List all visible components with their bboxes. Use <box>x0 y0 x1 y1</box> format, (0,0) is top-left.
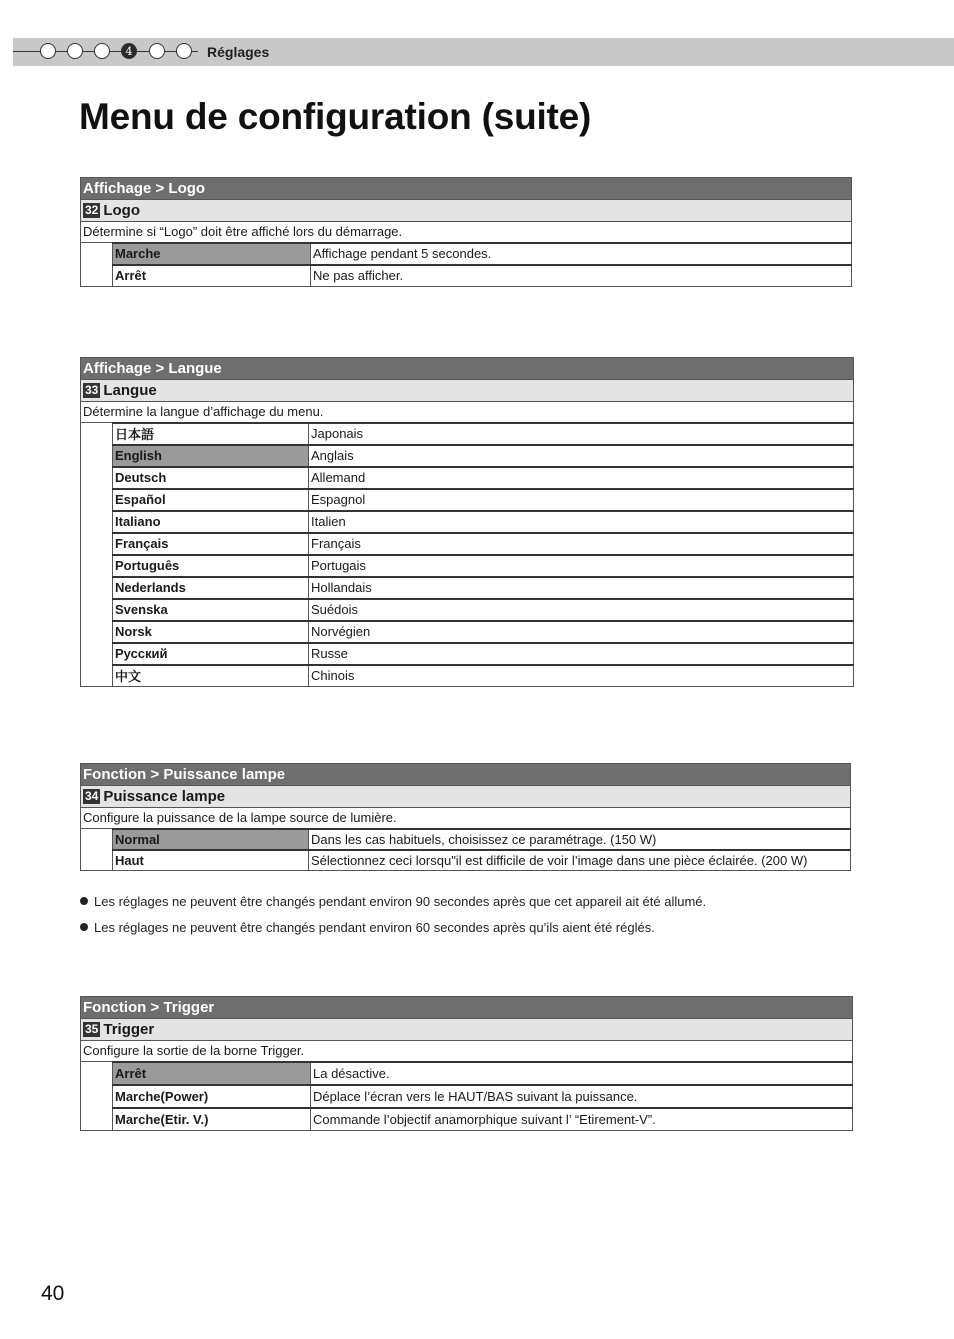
setting-number-badge: 34 <box>85 789 99 803</box>
option-label: Deutsch <box>113 467 309 489</box>
table-row <box>81 555 854 577</box>
indent-cell <box>81 445 113 467</box>
option-description: Italien <box>309 511 854 533</box>
step-circle-icon <box>67 43 83 59</box>
option-description: Français <box>309 533 854 555</box>
option-description: Sélectionnez ceci lorsqu"il est difficile de voir l’image dans une pièce éclairée. (200 W) <box>309 850 851 871</box>
setting-title: Puissance lampe <box>103 788 226 805</box>
table-row <box>81 621 854 643</box>
table-row <box>81 243 852 265</box>
option-description: La désactive. <box>311 1062 853 1085</box>
option-label: Español <box>113 489 309 511</box>
option-description: Portugais <box>309 555 854 577</box>
option-description: Hollandais <box>309 577 854 599</box>
table-row <box>81 467 854 489</box>
indent-cell <box>81 621 113 643</box>
indent-cell <box>81 1108 113 1131</box>
setting-name <box>81 200 852 222</box>
chapter-bar <box>13 38 954 66</box>
settings-table-langue <box>80 357 854 687</box>
step-circle-icon <box>176 43 192 59</box>
option-label: Arrêt <box>113 265 311 287</box>
option-description: Dans les cas habituels, choisissez ce paramétrage. (150 W) <box>309 829 851 850</box>
table-row <box>81 265 852 287</box>
option-label: 中文 <box>113 665 309 687</box>
indent-cell <box>81 1085 113 1108</box>
option-description: Allemand <box>309 467 854 489</box>
notes <box>80 893 706 945</box>
setting-title: Langue <box>103 382 157 399</box>
indent-cell <box>81 829 113 850</box>
table-row <box>81 1108 853 1131</box>
settings-table-logo <box>80 177 852 287</box>
indent-cell <box>81 511 113 533</box>
option-description: Anglais <box>309 445 854 467</box>
indent-cell <box>81 850 113 871</box>
setting-description: Détermine si “Logo” doit être affiché lors du démarrage. <box>81 222 852 243</box>
option-label: Marche <box>113 243 311 265</box>
table-row <box>81 1062 853 1085</box>
setting-title: Logo <box>103 202 141 219</box>
option-label: Русский <box>113 643 309 665</box>
option-description: Russe <box>309 643 854 665</box>
indent-cell <box>81 533 113 555</box>
table-row <box>81 577 854 599</box>
step-circle-icon <box>149 43 165 59</box>
option-description: Norvégien <box>309 621 854 643</box>
setting-number-badge: 33 <box>85 383 99 397</box>
note-text: Les réglages ne peuvent être changés pendant environ 60 secondes après qu’ils aient été réglés. <box>94 920 655 935</box>
table-heading: Fonction > Trigger <box>81 997 853 1019</box>
table-row <box>81 829 851 850</box>
step-circle-icon <box>94 43 110 59</box>
option-label: Français <box>113 533 309 555</box>
note-text: Les réglages ne peuvent être changés pendant environ 90 secondes après que cet appareil ait été allumé. <box>94 894 707 909</box>
table-row <box>81 643 854 665</box>
table-row <box>81 599 854 621</box>
option-label: Marche(Etir. V.) <box>113 1108 311 1131</box>
setting-description: Détermine la langue d’affichage du menu. <box>81 402 854 423</box>
option-description: Ne pas afficher. <box>311 265 852 287</box>
table-row <box>81 489 854 511</box>
setting-name <box>81 380 854 402</box>
option-label: Svenska <box>113 599 309 621</box>
indent-cell <box>81 467 113 489</box>
option-label: 日本語 <box>113 423 309 445</box>
table-row <box>81 445 854 467</box>
settings-table-puissance-lampe <box>80 763 851 871</box>
table-heading: Affichage > Logo <box>81 178 852 200</box>
option-description: Japonais <box>309 423 854 445</box>
table-row <box>81 511 854 533</box>
option-label: Haut <box>113 850 309 871</box>
option-description: Affichage pendant 5 secondes. <box>311 243 852 265</box>
setting-name <box>81 1019 853 1041</box>
table-row <box>81 423 854 445</box>
setting-number-badge: 32 <box>85 203 99 217</box>
table-row <box>81 533 854 555</box>
indent-cell <box>81 555 113 577</box>
note-item <box>80 893 706 919</box>
option-description: Déplace l’écran vers le HAUT/BAS suivant la puissance. <box>311 1085 853 1108</box>
indent-cell <box>81 243 113 265</box>
indent-cell <box>81 1062 113 1085</box>
table-row <box>81 665 854 687</box>
table-row <box>81 1085 853 1108</box>
option-label: English <box>113 445 309 467</box>
indent-cell <box>81 599 113 621</box>
option-label: Italiano <box>113 511 309 533</box>
setting-description: Configure la sortie de la borne Trigger. <box>81 1041 853 1062</box>
setting-title: Trigger <box>103 1021 155 1038</box>
setting-name <box>81 786 851 808</box>
option-description: Espagnol <box>309 489 854 511</box>
bullet-icon <box>80 897 88 905</box>
option-description: Chinois <box>309 665 854 687</box>
table-heading: Affichage > Langue <box>81 358 854 380</box>
option-description: Commande l’objectif anamorphique suivant l’ “Etirement-V”. <box>311 1108 853 1131</box>
table-row <box>81 850 851 871</box>
step-circle-icon <box>40 43 56 59</box>
option-description: Suédois <box>309 599 854 621</box>
option-label: Português <box>113 555 309 577</box>
table-heading: Fonction > Puissance lampe <box>81 764 851 786</box>
indent-cell <box>81 265 113 287</box>
option-label: Normal <box>113 829 309 850</box>
setting-description: Configure la puissance de la lampe source de lumière. <box>81 808 851 829</box>
setting-number-badge: 35 <box>85 1022 99 1036</box>
indent-cell <box>81 643 113 665</box>
indent-cell <box>81 489 113 511</box>
option-label: Marche(Power) <box>113 1085 311 1108</box>
option-label: Nederlands <box>113 577 309 599</box>
section-label: Réglages <box>207 44 270 60</box>
note-item <box>80 919 706 945</box>
page-number: 40 <box>41 1282 65 1305</box>
page-title: Menu de configuration (suite) <box>79 96 592 137</box>
option-label: Norsk <box>113 621 309 643</box>
option-label: Arrêt <box>113 1062 311 1085</box>
indent-cell <box>81 423 113 445</box>
indent-cell <box>81 665 113 687</box>
step-circle-active-icon: 4 <box>121 43 137 59</box>
indent-cell <box>81 577 113 599</box>
bullet-icon <box>80 923 88 931</box>
settings-table-trigger <box>80 996 853 1131</box>
